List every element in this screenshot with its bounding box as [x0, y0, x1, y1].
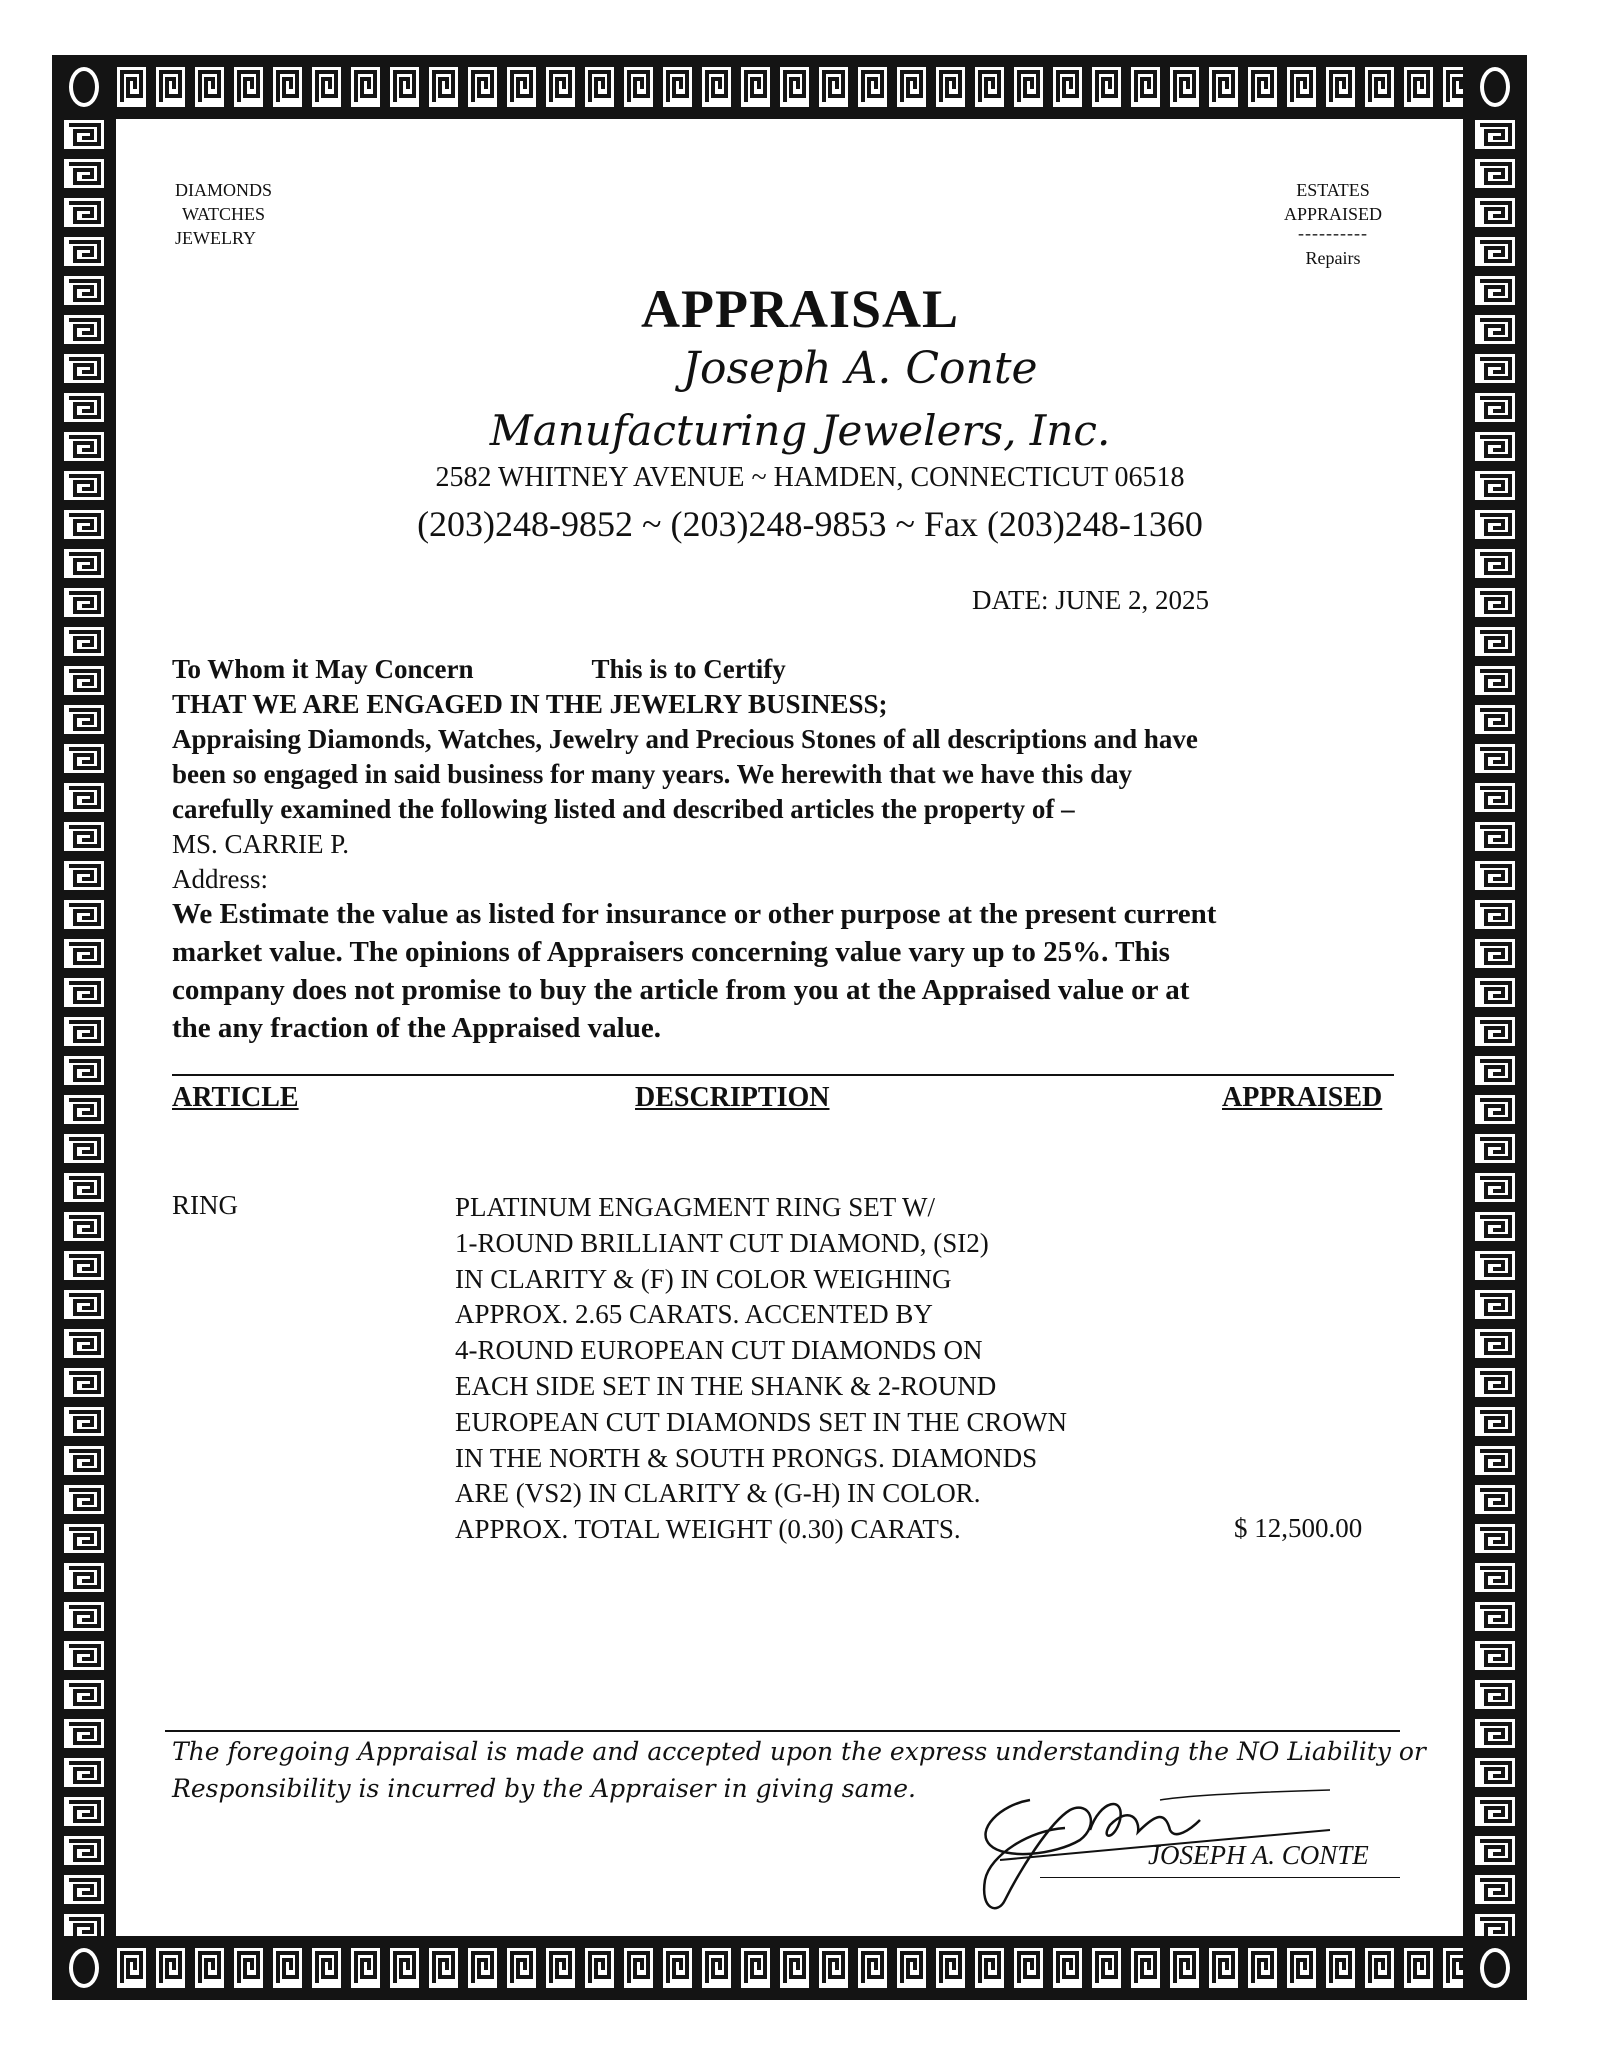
services-list-right: [1268, 178, 1398, 270]
column-header-description: DESCRIPTION: [635, 1082, 830, 1113]
certify-statement: This is to Certify: [591, 654, 786, 684]
body-line: carefully examined the following listed and described articles the property of –: [172, 794, 1075, 824]
service-item: Repairs: [1305, 248, 1361, 268]
item-description: [455, 1190, 1195, 1548]
services-list-left: [175, 178, 272, 250]
property-owner: MS. CARRIE P.: [172, 829, 350, 859]
company-name: Manufacturing Jewelers, Inc.: [489, 406, 1111, 455]
description-line: IN CLARITY & (F) IN COLOR WEIGHING: [455, 1263, 952, 1294]
appraisal-date: DATE: JUNE 2, 2025: [972, 585, 1209, 615]
description-line: APPROX. TOTAL WEIGHT (0.30) CARATS.: [455, 1514, 961, 1545]
certification-heading: [172, 652, 1412, 687]
body-line: been so engaged in said business for many years. We herewith that we have this day: [172, 759, 1133, 789]
service-item: ESTATES: [1296, 180, 1370, 200]
estimate-line: market value. The opinions of Appraisers concerning value vary up to 25%. This: [172, 936, 1170, 968]
estimate-line: company does not promise to buy the article from you at the Appraised value or at: [172, 974, 1190, 1006]
description-line: IN THE NORTH & SOUTH PRONGS. DIAMONDS: [455, 1442, 1038, 1473]
description-line: EUROPEAN CUT DIAMONDS SET IN THE CROWN: [455, 1406, 1068, 1437]
company-address: 2582 WHITNEY AVENUE ~ HAMDEN, CONNECTICUT 06518: [435, 462, 1185, 493]
address-label: Address:: [172, 864, 268, 894]
corner-ornament-icon: [1463, 55, 1527, 119]
business-statement: THAT WE ARE ENGAGED IN THE JEWELRY BUSINESS;: [172, 689, 888, 719]
footer-divider: [165, 1730, 1400, 1732]
owner-name: Joseph A. Conte: [682, 343, 1038, 394]
border-top: [52, 55, 1527, 119]
corner-ornament-icon: [1463, 1936, 1527, 2000]
column-header-appraised: APPRAISED: [1222, 1082, 1383, 1113]
estimate-statement: [172, 895, 1412, 1047]
estimate-line: the any fraction of the Appraised value.: [172, 1012, 661, 1044]
estimate-line: We Estimate the value as listed for insurance or other purpose at the present current: [172, 898, 1217, 930]
disclaimer-line: The foregoing Appraisal is made and accepted upon the express understanding the NO Liability or: [172, 1737, 1426, 1766]
signer-name: JOSEPH A. CONTE: [1148, 1840, 1369, 1870]
salutation: To Whom it May Concern: [172, 654, 474, 684]
description-line: 4-ROUND EUROPEAN CUT DIAMONDS ON: [455, 1335, 983, 1366]
service-item: WATCHES: [182, 204, 266, 224]
corner-ornament-icon: [52, 1936, 116, 2000]
item-appraised-value: $ 12,500.00: [1234, 1513, 1363, 1543]
description-line: 1-ROUND BRILLIANT CUT DIAMOND, (SI2): [455, 1227, 989, 1258]
column-header-article: ARTICLE: [172, 1082, 299, 1113]
company-phones: (203)248-9852 ~ (203)248-9853 ~ Fax (203)248-1360: [417, 504, 1203, 544]
service-item: DIAMONDS: [175, 180, 273, 200]
page-title: APPRAISAL: [640, 279, 960, 339]
body-line: Appraising Diamonds, Watches, Jewelry and Precious Stones of all descriptions and have: [172, 724, 1198, 754]
service-item: APPRAISED: [1283, 204, 1383, 224]
service-item: JEWELRY: [175, 228, 256, 248]
signature-line: [1040, 1877, 1400, 1878]
description-line: ARE (VS2) IN CLARITY & (G-H) IN COLOR.: [455, 1478, 981, 1509]
service-divider: ----------: [1298, 223, 1368, 243]
border-bottom: [52, 1936, 1527, 2000]
description-line: EACH SIDE SET IN THE SHANK & 2-ROUND: [455, 1370, 997, 1401]
disclaimer-line: Responsibility is incurred by the Appraiser in giving same.: [172, 1774, 916, 1803]
certification-block: [172, 652, 1412, 897]
description-line: PLATINUM ENGAGMENT RING SET W/: [455, 1192, 936, 1222]
table-top-divider: [172, 1074, 1394, 1076]
item-article: RING: [172, 1190, 238, 1220]
corner-ornament-icon: [52, 55, 116, 119]
description-line: APPROX. 2.65 CARATS. ACCENTED BY: [455, 1299, 933, 1330]
